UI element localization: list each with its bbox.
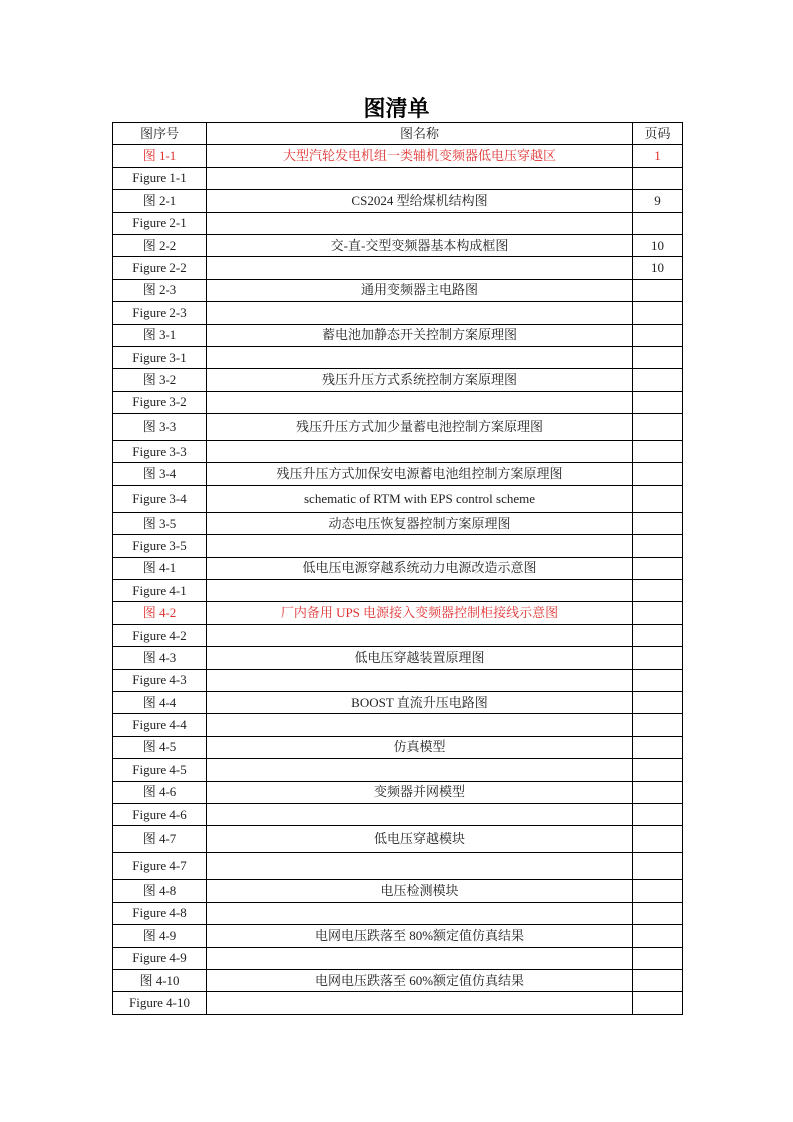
figure-name-cell: 残压升压方式系统控制方案原理图 — [207, 369, 633, 391]
table-row — [113, 969, 683, 991]
page-number-cell — [633, 485, 683, 512]
figure-name-cell: 动态电压恢复器控制方案原理图 — [207, 512, 633, 534]
figure-number-cell: 图 1-1 — [113, 145, 207, 167]
figure-number-cell: 图 4-9 — [113, 925, 207, 947]
figure-number-cell: Figure 4-9 — [113, 947, 207, 969]
table-row — [113, 853, 683, 880]
figure-name-cell — [207, 441, 633, 463]
table-row — [113, 803, 683, 825]
figure-name-cell: 低电压穿越模块 — [207, 826, 633, 853]
figure-number-cell: Figure 4-5 — [113, 759, 207, 781]
table-row — [113, 781, 683, 803]
header-page-number: 页码 — [633, 123, 683, 145]
figure-name-cell — [207, 992, 633, 1014]
figure-name-cell — [207, 257, 633, 279]
figure-name-cell — [207, 902, 633, 924]
page-number-cell — [633, 714, 683, 736]
figure-name-cell: 通用变频器主电路图 — [207, 279, 633, 301]
page-number-cell — [633, 902, 683, 924]
figure-name-cell: 厂内备用 UPS 电源接入变频器控制柜接线示意图 — [207, 602, 633, 624]
figure-name-cell — [207, 669, 633, 691]
page-number-cell — [633, 414, 683, 441]
page-number-cell — [633, 759, 683, 781]
figure-number-cell: 图 4-6 — [113, 781, 207, 803]
table-row — [113, 512, 683, 534]
figure-name-cell: BOOST 直流升压电路图 — [207, 691, 633, 713]
table-row — [113, 714, 683, 736]
table-row — [113, 669, 683, 691]
page-number-cell — [633, 441, 683, 463]
figure-name-cell — [207, 212, 633, 234]
figure-number-cell: 图 4-10 — [113, 969, 207, 991]
table-row — [113, 324, 683, 346]
page-number-cell — [633, 369, 683, 391]
table-row — [113, 992, 683, 1014]
page-number-cell — [633, 826, 683, 853]
figure-number-cell: 图 3-3 — [113, 414, 207, 441]
figure-name-cell: 低电压电源穿越系统动力电源改造示意图 — [207, 557, 633, 579]
page-number-cell — [633, 853, 683, 880]
figure-number-cell: 图 3-5 — [113, 512, 207, 534]
figure-name-cell — [207, 302, 633, 324]
figure-number-cell: Figure 4-3 — [113, 669, 207, 691]
page-number-cell — [633, 669, 683, 691]
table-row — [113, 369, 683, 391]
table-row — [113, 925, 683, 947]
figure-number-cell: 图 4-1 — [113, 557, 207, 579]
page-number-cell — [633, 602, 683, 624]
page-number-cell — [633, 736, 683, 758]
figure-number-cell: 图 4-3 — [113, 647, 207, 669]
figure-name-cell — [207, 759, 633, 781]
table-row — [113, 257, 683, 279]
page-number-cell — [633, 302, 683, 324]
figure-name-cell — [207, 535, 633, 557]
page-number-cell — [633, 557, 683, 579]
figure-number-cell: Figure 3-1 — [113, 346, 207, 368]
page-title: 图清单 — [363, 97, 430, 122]
table-row — [113, 535, 683, 557]
table-row — [113, 167, 683, 189]
table-row — [113, 947, 683, 969]
figure-name-cell: 交-直-交型变频器基本构成框图 — [207, 234, 633, 256]
figure-number-cell: Figure 3-4 — [113, 485, 207, 512]
figure-number-cell: Figure 3-5 — [113, 535, 207, 557]
table-row — [113, 647, 683, 669]
page-number-cell — [633, 691, 683, 713]
figure-number-cell: 图 4-8 — [113, 880, 207, 902]
figure-number-cell: Figure 2-2 — [113, 257, 207, 279]
figure-name-cell — [207, 714, 633, 736]
figure-name-cell — [207, 803, 633, 825]
figure-number-cell: 图 2-2 — [113, 234, 207, 256]
figure-number-cell: Figure 4-8 — [113, 902, 207, 924]
table-row — [113, 391, 683, 413]
figure-number-cell: Figure 4-7 — [113, 853, 207, 880]
header-figure-name: 图名称 — [207, 123, 633, 145]
page-number-cell — [633, 279, 683, 301]
figure-number-cell: Figure 4-10 — [113, 992, 207, 1014]
table-row — [113, 346, 683, 368]
page-number-cell — [633, 781, 683, 803]
figure-name-cell — [207, 624, 633, 646]
page-number-cell — [633, 346, 683, 368]
table-row — [113, 602, 683, 624]
page-number-cell — [633, 391, 683, 413]
table-row — [113, 145, 683, 167]
table-row — [113, 902, 683, 924]
table-row — [113, 759, 683, 781]
figure-number-cell: Figure 4-6 — [113, 803, 207, 825]
figure-number-cell: Figure 2-1 — [113, 212, 207, 234]
figure-name-cell: 残压升压方式加少量蓄电池控制方案原理图 — [207, 414, 633, 441]
page-number-cell: 10 — [633, 234, 683, 256]
page-number-cell — [633, 803, 683, 825]
figure-name-cell — [207, 580, 633, 602]
figure-number-cell: 图 3-1 — [113, 324, 207, 346]
table-row — [113, 691, 683, 713]
figure-name-cell — [207, 346, 633, 368]
figure-number-cell: 图 4-4 — [113, 691, 207, 713]
table-row — [113, 441, 683, 463]
page-number-cell — [633, 925, 683, 947]
figure-name-cell: 仿真模型 — [207, 736, 633, 758]
figure-number-cell: Figure 4-2 — [113, 624, 207, 646]
figure-number-cell: Figure 4-4 — [113, 714, 207, 736]
figure-name-cell — [207, 947, 633, 969]
figure-number-cell: Figure 3-3 — [113, 441, 207, 463]
page-number-cell — [633, 212, 683, 234]
table-row — [113, 190, 683, 212]
figure-number-cell: 图 2-3 — [113, 279, 207, 301]
figure-number-cell: Figure 1-1 — [113, 167, 207, 189]
page-number-cell — [633, 580, 683, 602]
page-number-cell — [633, 969, 683, 991]
table-row — [113, 736, 683, 758]
figure-number-cell: Figure 2-3 — [113, 302, 207, 324]
page-number-cell — [633, 947, 683, 969]
figure-number-cell: 图 4-5 — [113, 736, 207, 758]
figure-name-cell — [207, 391, 633, 413]
figure-name-cell — [207, 167, 633, 189]
table-row — [113, 580, 683, 602]
page-number-cell — [633, 535, 683, 557]
figure-name-cell: 电网电压跌落至 80%额定值仿真结果 — [207, 925, 633, 947]
table-row — [113, 414, 683, 441]
figure-name-cell: 低电压穿越装置原理图 — [207, 647, 633, 669]
figure-list-table — [112, 122, 683, 1015]
page-number-cell — [633, 463, 683, 485]
figure-name-cell: 残压升压方式加保安电源蓄电池组控制方案原理图 — [207, 463, 633, 485]
page-number-cell — [633, 992, 683, 1014]
page-number-cell — [633, 324, 683, 346]
table-row — [113, 826, 683, 853]
figure-number-cell: 图 4-2 — [113, 602, 207, 624]
figure-name-cell: 大型汽轮发电机组一类辅机变频器低电压穿越区 — [207, 145, 633, 167]
table-row — [113, 212, 683, 234]
table-row — [113, 302, 683, 324]
figure-name-cell: 电压检测模块 — [207, 880, 633, 902]
figure-name-cell: schematic of RTM with EPS control scheme — [207, 485, 633, 512]
table-row — [113, 880, 683, 902]
table-row — [113, 279, 683, 301]
page-number-cell: 9 — [633, 190, 683, 212]
page-number-cell — [633, 624, 683, 646]
figure-name-cell: 变频器并网模型 — [207, 781, 633, 803]
page-number-cell: 10 — [633, 257, 683, 279]
table-header-row — [113, 123, 683, 145]
figure-number-cell: Figure 3-2 — [113, 391, 207, 413]
figure-name-cell: 电网电压跌落至 60%额定值仿真结果 — [207, 969, 633, 991]
table-row — [113, 234, 683, 256]
figure-number-cell: 图 2-1 — [113, 190, 207, 212]
figure-number-cell: 图 3-2 — [113, 369, 207, 391]
page-number-cell — [633, 512, 683, 534]
page-number-cell: 1 — [633, 145, 683, 167]
table-row — [113, 624, 683, 646]
figure-number-cell: 图 3-4 — [113, 463, 207, 485]
table-row — [113, 557, 683, 579]
table-row — [113, 485, 683, 512]
page-number-cell — [633, 167, 683, 189]
page-number-cell — [633, 880, 683, 902]
page-number-cell — [633, 647, 683, 669]
figure-name-cell: 蓄电池加静态开关控制方案原理图 — [207, 324, 633, 346]
figure-number-cell: 图 4-7 — [113, 826, 207, 853]
header-figure-number: 图序号 — [113, 123, 207, 145]
figure-name-cell — [207, 853, 633, 880]
table-row — [113, 463, 683, 485]
figure-number-cell: Figure 4-1 — [113, 580, 207, 602]
figure-name-cell: CS2024 型给煤机结构图 — [207, 190, 633, 212]
